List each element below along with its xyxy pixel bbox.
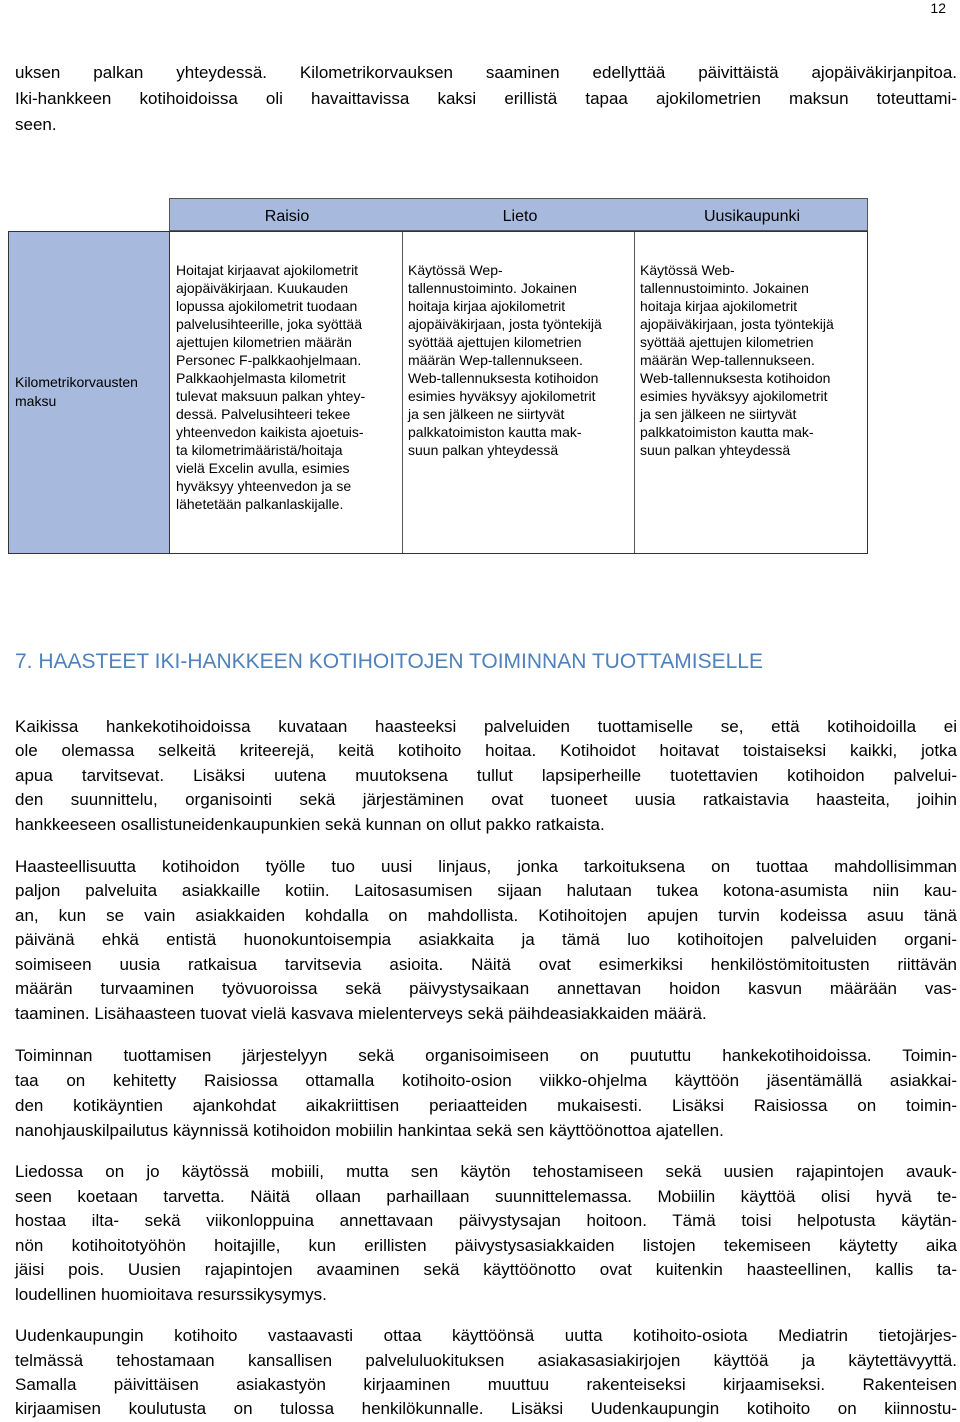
cell-line: Web-tallennuksesta kotihoidon	[408, 370, 599, 386]
cell-line: ajopäiväkirjaan. Kuukauden	[176, 280, 349, 296]
paragraph-line: päivänä ehkä entistä huonokuntoisempia asiakkaita ja tämä luo kotihoitojen palveluiden organi-	[15, 930, 957, 949]
cell-line: Personec F-palkkaohjelmaan.	[176, 352, 362, 368]
cell-line: Web-tallennuksesta kotihoidon	[640, 370, 831, 386]
cell-line: suun palkan yhteydessä	[408, 442, 559, 458]
row-label-line: maksu	[15, 393, 57, 409]
cell-line: ajopäiväkirjaan, josta työntekijä	[408, 316, 602, 332]
row-label-line: Kilometrikorvausten	[15, 374, 138, 390]
paragraph-line: paljon palveluita asiakkaille kotiin. Laitosasumisen sijaan halutaan tukea kotona-asumista niin kau-	[15, 881, 957, 900]
cell-line: ajettujen kilometrien määrän	[176, 334, 352, 350]
cell-line: tallennustoiminto. Jokainen	[408, 280, 577, 296]
paragraph-line: Toiminnan tuottamisen järjestelyyn sekä organisoimiseen on puututtu hankekotihoidoissa. Toimin-	[15, 1046, 957, 1065]
cell-line: hoitaja kirjaa ajokilometrit	[408, 298, 566, 314]
paragraph-line: den kotikäyntien ajankohdat aikakriittisen periaatteiden mukaisesti. Lisäksi Raisiossa on toimin-	[15, 1096, 957, 1115]
table-row	[8, 231, 868, 554]
paragraph-line: apua tarvitsevat. Lisäksi uutena muutoksena tullut lapsiperheille tuotettavien kotihoidon palvelui-	[15, 766, 957, 785]
paragraph-line: määrän turvaaminen työvuoroissa sekä päivystysaikaan annettavan hoidon kasvun määrään vas-	[15, 979, 957, 998]
cell-line: esimies hyväksyy ajokilometrit	[640, 388, 828, 404]
paragraph-line: kirjaamisen koulutusta on tulossa henkilökunnalle. Lisäksi Uudenkaupungin kotihoito on kiinnostu-	[15, 1399, 957, 1418]
paragraph-line: taa on kehitetty Raisiossa ottamalla kotihoito-osion viikko-ohjelma käyttöön jäsentämällä asiakkai-	[15, 1071, 957, 1090]
cell-line: Hoitajat kirjaavat ajokilometrit	[176, 262, 359, 278]
cell-line: lopussa ajokilometrit tuodaan	[176, 298, 358, 314]
paragraph-line: Haasteellisuutta kotihoidon työlle tuo uusi linjaus, jonka tarkoituksena on tuottaa mahdollisimman	[15, 857, 957, 876]
intro-line: uksen palkan yhteydessä. Kilometrikorvauksen saaminen edellyttää päivittäistä ajopäiväkirjanpitoa.	[15, 63, 957, 82]
cell-line: Käytössä Wep-	[408, 262, 503, 278]
cell-line: palkkatoimiston kautta mak-	[640, 424, 814, 440]
column-header-raisio: Raisio	[264, 208, 310, 225]
cell-line: Palkkaohjelmasta kilometrit	[176, 370, 346, 386]
intro-line: Iki-hankkeen kotihoidoissa oli havaittavissa kaksi erillistä tapaa ajokilometrien maksun toteuttami-	[15, 89, 957, 108]
cell-line: syöttää ajettujen kilometrien	[640, 334, 814, 350]
column-header-uusikaupunki: Uusikaupunki	[703, 208, 801, 225]
page-number: 12	[930, 0, 946, 16]
paragraph-line: an, kun se vain asiakkaiden kohdalla on mahdollista. Kotihoitojen apujen turvin kodeissa asuu tänä	[15, 906, 957, 925]
cell-line: ja sen jälkeen ne siirtyvät	[408, 406, 565, 422]
paragraph-line: telmässä tehostamaan kansallisen palveluluokituksen asiakasasiakirjojen käyttöä ja käytettävyyttä.	[15, 1351, 957, 1370]
cell-line: hoitaja kirjaa ajokilometrit	[640, 298, 798, 314]
cell-line: ja sen jälkeen ne siirtyvät	[640, 406, 797, 422]
cell-line: määrän Wep-tallennukseen.	[408, 352, 583, 368]
column-divider	[402, 232, 403, 553]
section-heading: 7. HAASTEET IKI-HANKKEEN KOTIHOITOJEN TOIMINNAN TUOTTAMISELLE	[15, 650, 763, 673]
paragraph-line: Liedossa on jo käytössä mobiili, mutta sen käytön tehostamiseen sekä uusien rajapintojen avauk-	[15, 1162, 957, 1181]
cell-line: palkkatoimiston kautta mak-	[408, 424, 582, 440]
travel-allowance-table	[8, 198, 868, 554]
paragraph-line: Samalla päivittäisen asiakastyön kirjaaminen muuttuu rakenteiseksi kirjaamiseksi. Rakenteisen	[15, 1375, 957, 1394]
paragraph-line: soimiseen uusia ratkaisua tarvitsevia asioita. Näitä ovat esimerkiksi henkilöstömitoitusten riittävän	[15, 955, 957, 974]
paragraph-line: Kaikissa hankekotihoidoissa kuvataan haasteeksi palveluiden tuottamiselle se, että kotihoidoilla ei	[15, 717, 957, 736]
cell-line: lähetetään palkanlaskijalle.	[176, 496, 344, 512]
column-header-lieto: Lieto	[502, 208, 538, 225]
paragraph-line: taaminen. Lisähaasteen tuovat vielä kasvava mielenterveys sekä päihdeasiakkaiden määrä.	[15, 1004, 707, 1023]
paragraph-line: ole olemassa selkeitä kriteerejä, keitä kotihoito hoitaa. Kotihoidot hoitavat toistaiseksi kaikki, jotka	[15, 741, 957, 760]
cell-line: yhteenvedon kaikista ajoetuis-	[176, 424, 364, 440]
cell-line: ajopäiväkirjaan, josta työntekijä	[640, 316, 834, 332]
cell-line: hyväksyy yhteenvedon ja se	[176, 478, 352, 494]
cell-line: Käytössä Web-	[640, 262, 735, 278]
cell-line: tallennustoiminto. Jokainen	[640, 280, 809, 296]
row-label	[15, 373, 138, 411]
paragraph-line: hostaa ilta- sekä viikonloppuina annettavaan päivystysajan hoitoon. Tämä toisi helpotusta käytän-	[15, 1211, 957, 1230]
paragraph-line: den suunnittelu, organisointi sekä järjestäminen ovat tuoneet uusia ratkaistavia haasteita, joihin	[15, 790, 957, 809]
intro-line: seen.	[15, 115, 57, 134]
cell-line: suun palkan yhteydessä	[640, 442, 791, 458]
cell-line: tulevat maksuun palkan yhtey-	[176, 388, 366, 404]
cell-line: dessä. Palvelusihteeri tekee	[176, 406, 351, 422]
paragraph-line: nanohjauskilpailutus käynnissä kotihoidon mobiilin hankintaa sekä sen käyttöönottoa ajatellen.	[15, 1121, 724, 1140]
paragraph-line: Uudenkaupungin kotihoito vastaavasti ottaa käyttöönsä uutta kotihoito-osiota Mediatrin tietojärjes-	[15, 1326, 957, 1345]
cell-line: palvelusihteerille, joka syöttää	[176, 316, 362, 332]
paragraph-line: jäisi pois. Uusien rajapintojen avaaminen sekä käyttöönotto ovat kuitenkin haasteellinen, kallis ta-	[15, 1260, 957, 1279]
paragraph-line: hankkeeseen osallistuneidenkaupunkien sekä kunnan on ollut pakko ratkaista.	[15, 815, 605, 834]
cell-line: ta kilometrimääristä/hoitaja	[176, 442, 343, 458]
cell-line: vielä Excelin avulla, esimies	[176, 460, 350, 476]
cell-line: syöttää ajettujen kilometrien	[408, 334, 582, 350]
paragraph-line: seen koetaan tarvetta. Näitä ollaan parhaillaan suunnittelemassa. Mobiilin käyttöä olisi hyvä te-	[15, 1187, 957, 1206]
row-header	[9, 232, 170, 553]
paragraph-line: loudellinen huomioitava resurssikysymys.	[15, 1285, 327, 1304]
cell-line: esimies hyväksyy ajokilometrit	[408, 388, 596, 404]
cell-line: määrän Wep-tallennukseen.	[640, 352, 815, 368]
table-header-row	[169, 198, 868, 231]
column-divider	[634, 232, 635, 553]
paragraph-line: nön kotihoitotyöhön hoitajille, kun erillisten päivystysasiakkaiden listojen tekemiseen käytetty aika	[15, 1236, 957, 1255]
